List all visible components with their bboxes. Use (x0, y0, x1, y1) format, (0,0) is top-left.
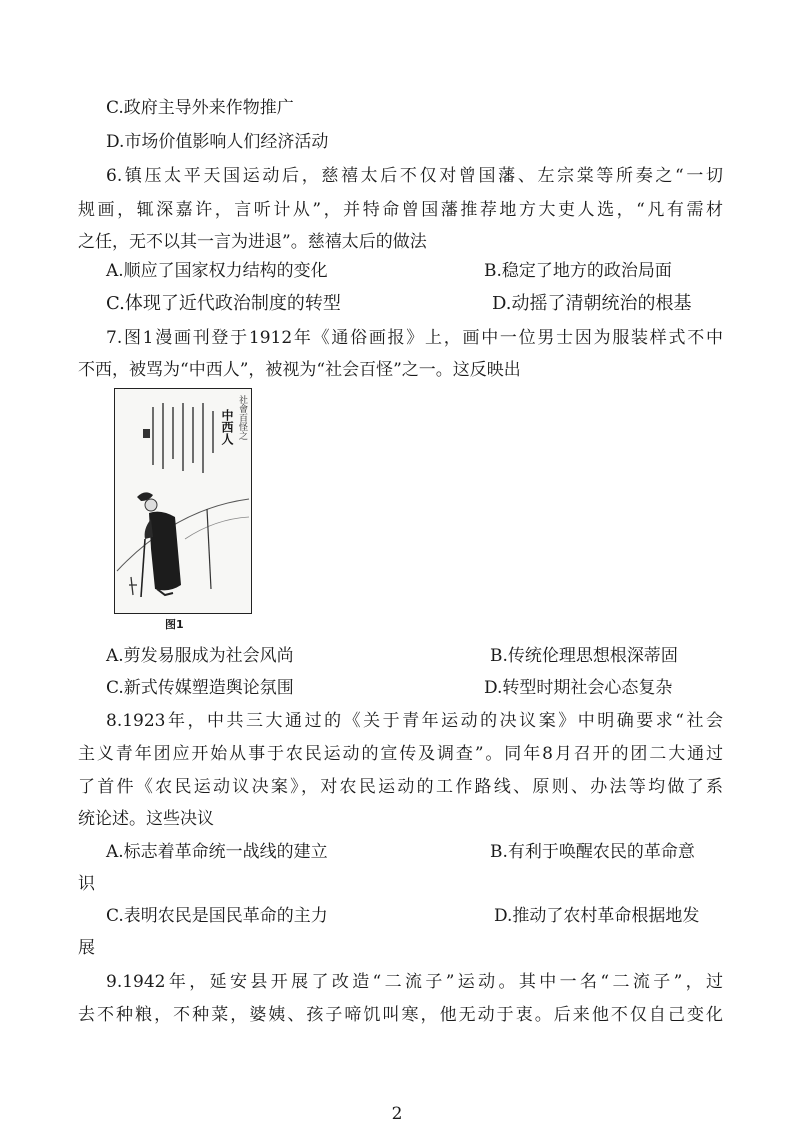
q8-option-a: A.标志着革命统一战线的建立 (106, 842, 328, 862)
q6-stem-line-3: 之任，无不以其一言为进退”。慈禧太后的做法 (78, 232, 427, 252)
cartoon-title-main: 中西人 (220, 409, 234, 445)
q8-stem-line-2: 主义青年团应开始从事于农民运动的宣传及调查”。同年8月召开的团二大通过 (78, 744, 723, 764)
q7-option-d: D.转型时期社会心态复杂 (484, 678, 673, 698)
page-number: 2 (391, 1104, 403, 1124)
q5-option-c: C.政府主导外来作物推广 (106, 98, 294, 118)
cartoon-figure (114, 388, 252, 614)
q8-stem-line-4: 统论述。这些决议 (78, 809, 214, 829)
q6-option-c: C.体现了近代政治制度的转型 (106, 293, 341, 314)
q5-option-d: D.市场价值影响人们经济活动 (106, 132, 329, 152)
q7-option-a: A.剪发易服成为社会风尚 (106, 646, 294, 666)
q6-option-a: A.顺应了国家权力结构的变化 (106, 261, 328, 281)
q8-stem-line-1: 8.1923年，中共三大通过的《关于青年运动的决议案》中明确要求“社会 (106, 711, 723, 731)
q7-stem-line-2: 不西，被骂为“中西人”，被视为“社会百怪”之一。这反映出 (78, 360, 521, 380)
q6-stem-line-2: 规画，辄深嘉许，言听计从”，并特命曾国藩推荐地方大吏人选，“凡有需材 (78, 200, 723, 220)
figure-caption: 图1 (165, 618, 184, 631)
q9-stem-line-1: 9.1942年，延安县开展了改造“二流子”运动。其中一名“二流子”，过 (106, 972, 723, 992)
q8-stem-line-3: 了首件《农民运动议决案》，对农民运动的工作路线、原则、办法等均做了系 (78, 777, 723, 797)
q7-stem-line-1: 7.图1漫画刊登于1912年《通俗画报》上，画中一位男士因为服装样式不中 (106, 328, 723, 348)
q6-option-b: B.稳定了地方的政治局面 (484, 261, 672, 281)
q8-option-b: B.有利于唤醒农民的革命意 (490, 842, 695, 862)
q6-option-d: D.动摇了清朝统治的根基 (492, 293, 692, 314)
q8-option-d-wrap: 展 (78, 938, 95, 958)
q9-stem-line-2: 去不种粮，不种菜，婆姨、孩子啼饥叫寒，他无动于衷。后来他不仅自己变化 (78, 1005, 723, 1025)
q7-option-b: B.传统伦理思想根深蒂固 (490, 646, 678, 666)
cartoon-title-vertical: 社會百怪之 (237, 395, 247, 440)
q7-option-c: C.新式传媒塑造舆论氛围 (106, 678, 294, 698)
q8-option-c: C.表明农民是国民革命的主力 (106, 906, 328, 926)
q8-option-d: D.推动了农村革命根据地发 (494, 906, 700, 926)
q8-option-b-wrap: 识 (78, 874, 95, 894)
q6-stem-line-1: 6.镇压太平天国运动后，慈禧太后不仅对曾国藩、左宗棠等所奏之“一切 (106, 166, 723, 186)
